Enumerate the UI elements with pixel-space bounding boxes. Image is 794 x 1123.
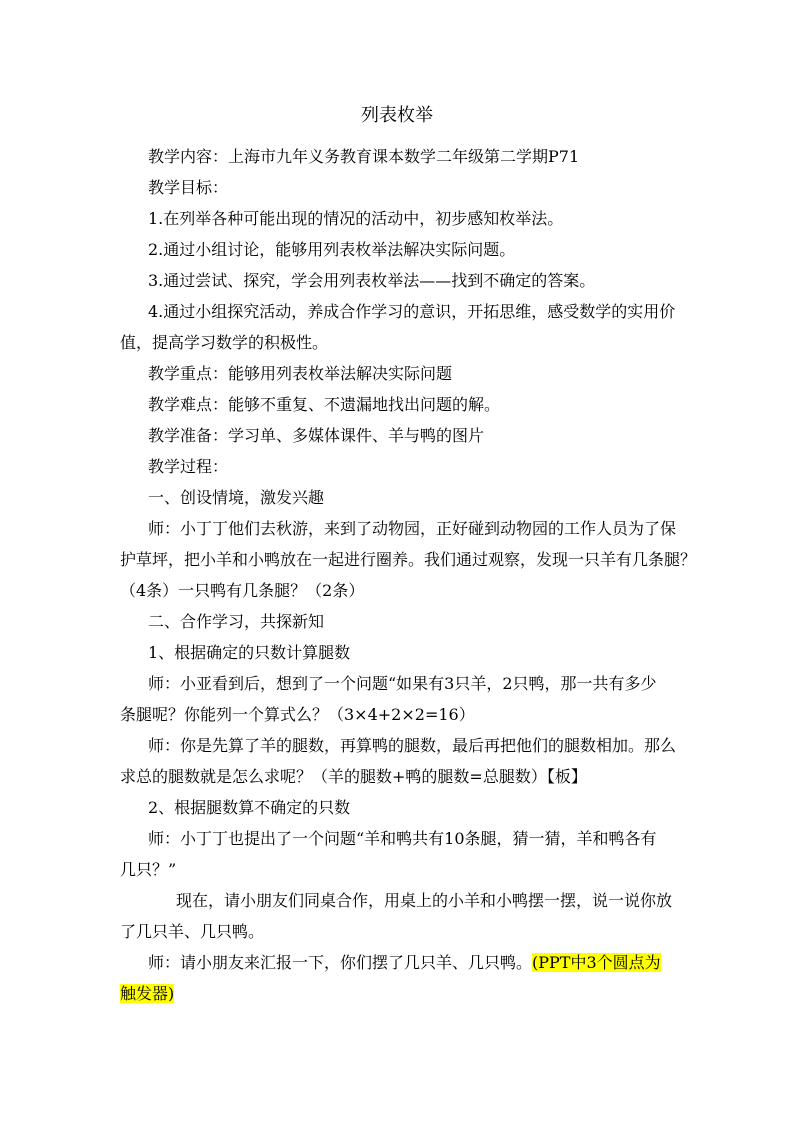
section-2-heading: 二、合作学习，共探新知 [148,612,325,631]
teacher-line-3a: 师：你是先算了羊的腿数，再算鸭的腿数，最后再把他们的腿数相加。那么 [148,736,677,755]
paragraph-difficulty: 教学难点：能够不重复、不遗漏地找出问题的解。 [148,395,501,414]
section-1-heading: 一、创设情境，激发兴趣 [148,488,325,507]
subsection-2-heading: 2、根据腿数算不确定的只数 [148,798,351,817]
teacher-line-4b: 几只？” [120,860,177,879]
document-body [120,141,697,1009]
teacher-line-1c: （4条）一只鸭有几条腿？（2条） [120,581,365,600]
paragraph-preparation: 教学准备：学习单、多媒体课件、羊与鸭的图片 [148,426,485,445]
teacher-line-3b: 求总的腿数就是怎么求呢？（羊的腿数+鸭的腿数=总腿数）【板】 [120,767,587,786]
objective-3: 3.通过尝试、探究，学会用列表枚举法——找到不确定的答案。 [148,271,596,290]
activity-line-b: 了几只羊、几只鸭。 [120,922,265,941]
objective-2: 2.通过小组讨论，能够用列表枚举法解决实际问题。 [148,240,516,259]
subsection-1-heading: 1、根据确定的只数计算腿数 [148,643,351,662]
objective-4-line-1: 4.通过小组探究活动，养成合作学习的意识，开拓思维，感受数学的实用价 [148,302,676,321]
highlighted-note-part-1: (PPT中3个圆点为 [532,953,661,972]
teacher-line-5-text: 师：请小朋友来汇报一下，你们摆了几只羊、几只鸭。 [148,953,533,972]
objective-4-line-2: 值，提高学习数学的积极性。 [120,333,329,352]
teacher-line-2b: 条腿呢？你能列一个算式么？（3×4+2×2=16） [120,705,475,724]
highlighted-note-part-2: 触发器) [120,984,175,1003]
objective-1: 1.在列举各种可能出现的情况的活动中，初步感知枚举法。 [148,209,564,228]
teacher-line-5-continued [120,978,676,1009]
teacher-line-1a: 师：小丁丁他们去秋游，来到了动物园，正好碰到动物园的工作人员为了保 [148,519,677,538]
activity-line-a: 现在，请小朋友们同桌合作，用桌上的小羊和小鸭摆一摆，说一说你放 [176,891,673,910]
paragraph-objectives-heading: 教学目标： [148,178,229,197]
teacher-line-5 [120,947,676,978]
teacher-line-4a: 师：小丁丁也提出了一个问题“羊和鸭共有10条腿，猜一猜，羊和鸭各有 [148,829,657,848]
document-title: 列表枚举 [361,105,433,126]
teacher-line-2a: 师：小亚看到后，想到了一个问题“如果有3只羊，2只鸭，那一共有多少 [148,674,657,693]
paragraph-key-point: 教学重点：能够用列表枚举法解决实际问题 [148,364,453,383]
paragraph-content: 教学内容：上海市九年义务教育课本数学二年级第二学期P71 [148,147,580,166]
teacher-line-1b: 护草坪，把小羊和小鸭放在一起进行圈养。我们通过观察，发现一只羊有几条腿？ [120,550,697,569]
paragraph-process-heading: 教学过程： [148,457,229,476]
